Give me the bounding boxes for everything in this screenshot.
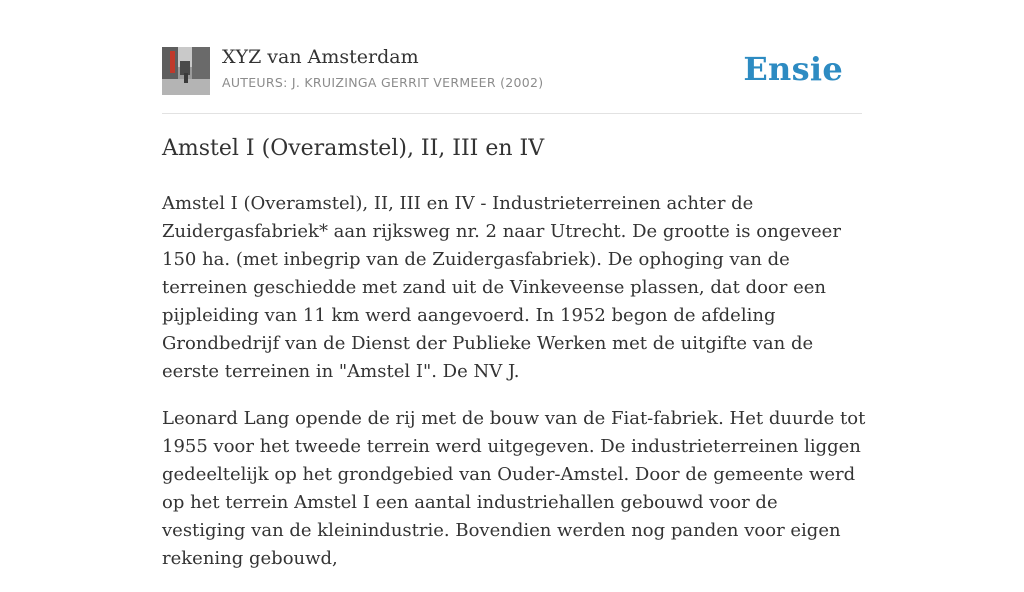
- book-header: [162, 46, 862, 114]
- street-photo-icon: [162, 47, 210, 95]
- book-authors: AUTEURS: J. KRUIZINGA GERRIT VERMEER (2002): [222, 75, 544, 90]
- book-cover-avatar[interactable]: [162, 47, 210, 95]
- entry-paragraph: Amstel I (Overamstel), II, III en IV - Industrieterreinen achter de Zuidergasfabriek* aan rijksweg nr. 2 naar Utrecht. De grootte is ongeveer 150 ha. (met inbegrip van de Zuidergasfabriek). De ophoging van de terreinen geschiedde met zand uit de Vinkeveense plassen, dat door een pijpleiding van 11 km werd aangevoerd. In 1952 begon de afdeling Grondbedrijf van de Dienst der Publieke Werken met de uitgifte van de eerste terreinen in "Amstel I". De NV J.: [162, 193, 841, 382]
- ensie-logo[interactable]: Ensie: [743, 50, 843, 88]
- entry-paragraph: Leonard Lang opende de rij met de bouw van de Fiat-fabriek. Het duurde tot 1955 voor het tweede terrein werd uitgegeven. De industrieterreinen liggen gedeeltelijk op het grondgebied van Ouder-Amstel. Door de gemeente werd op het terrein Amstel I een aantal industriehallen gebouwd voor de vestiging van de kleinindustrie. Bovendien werden nog panden voor eigen rekening gebouwd,: [162, 408, 866, 569]
- book-title[interactable]: XYZ van Amsterdam: [222, 46, 419, 68]
- entry-content: [162, 190, 866, 592]
- entry-title: Amstel I (Overamstel), II, III en IV: [162, 136, 545, 161]
